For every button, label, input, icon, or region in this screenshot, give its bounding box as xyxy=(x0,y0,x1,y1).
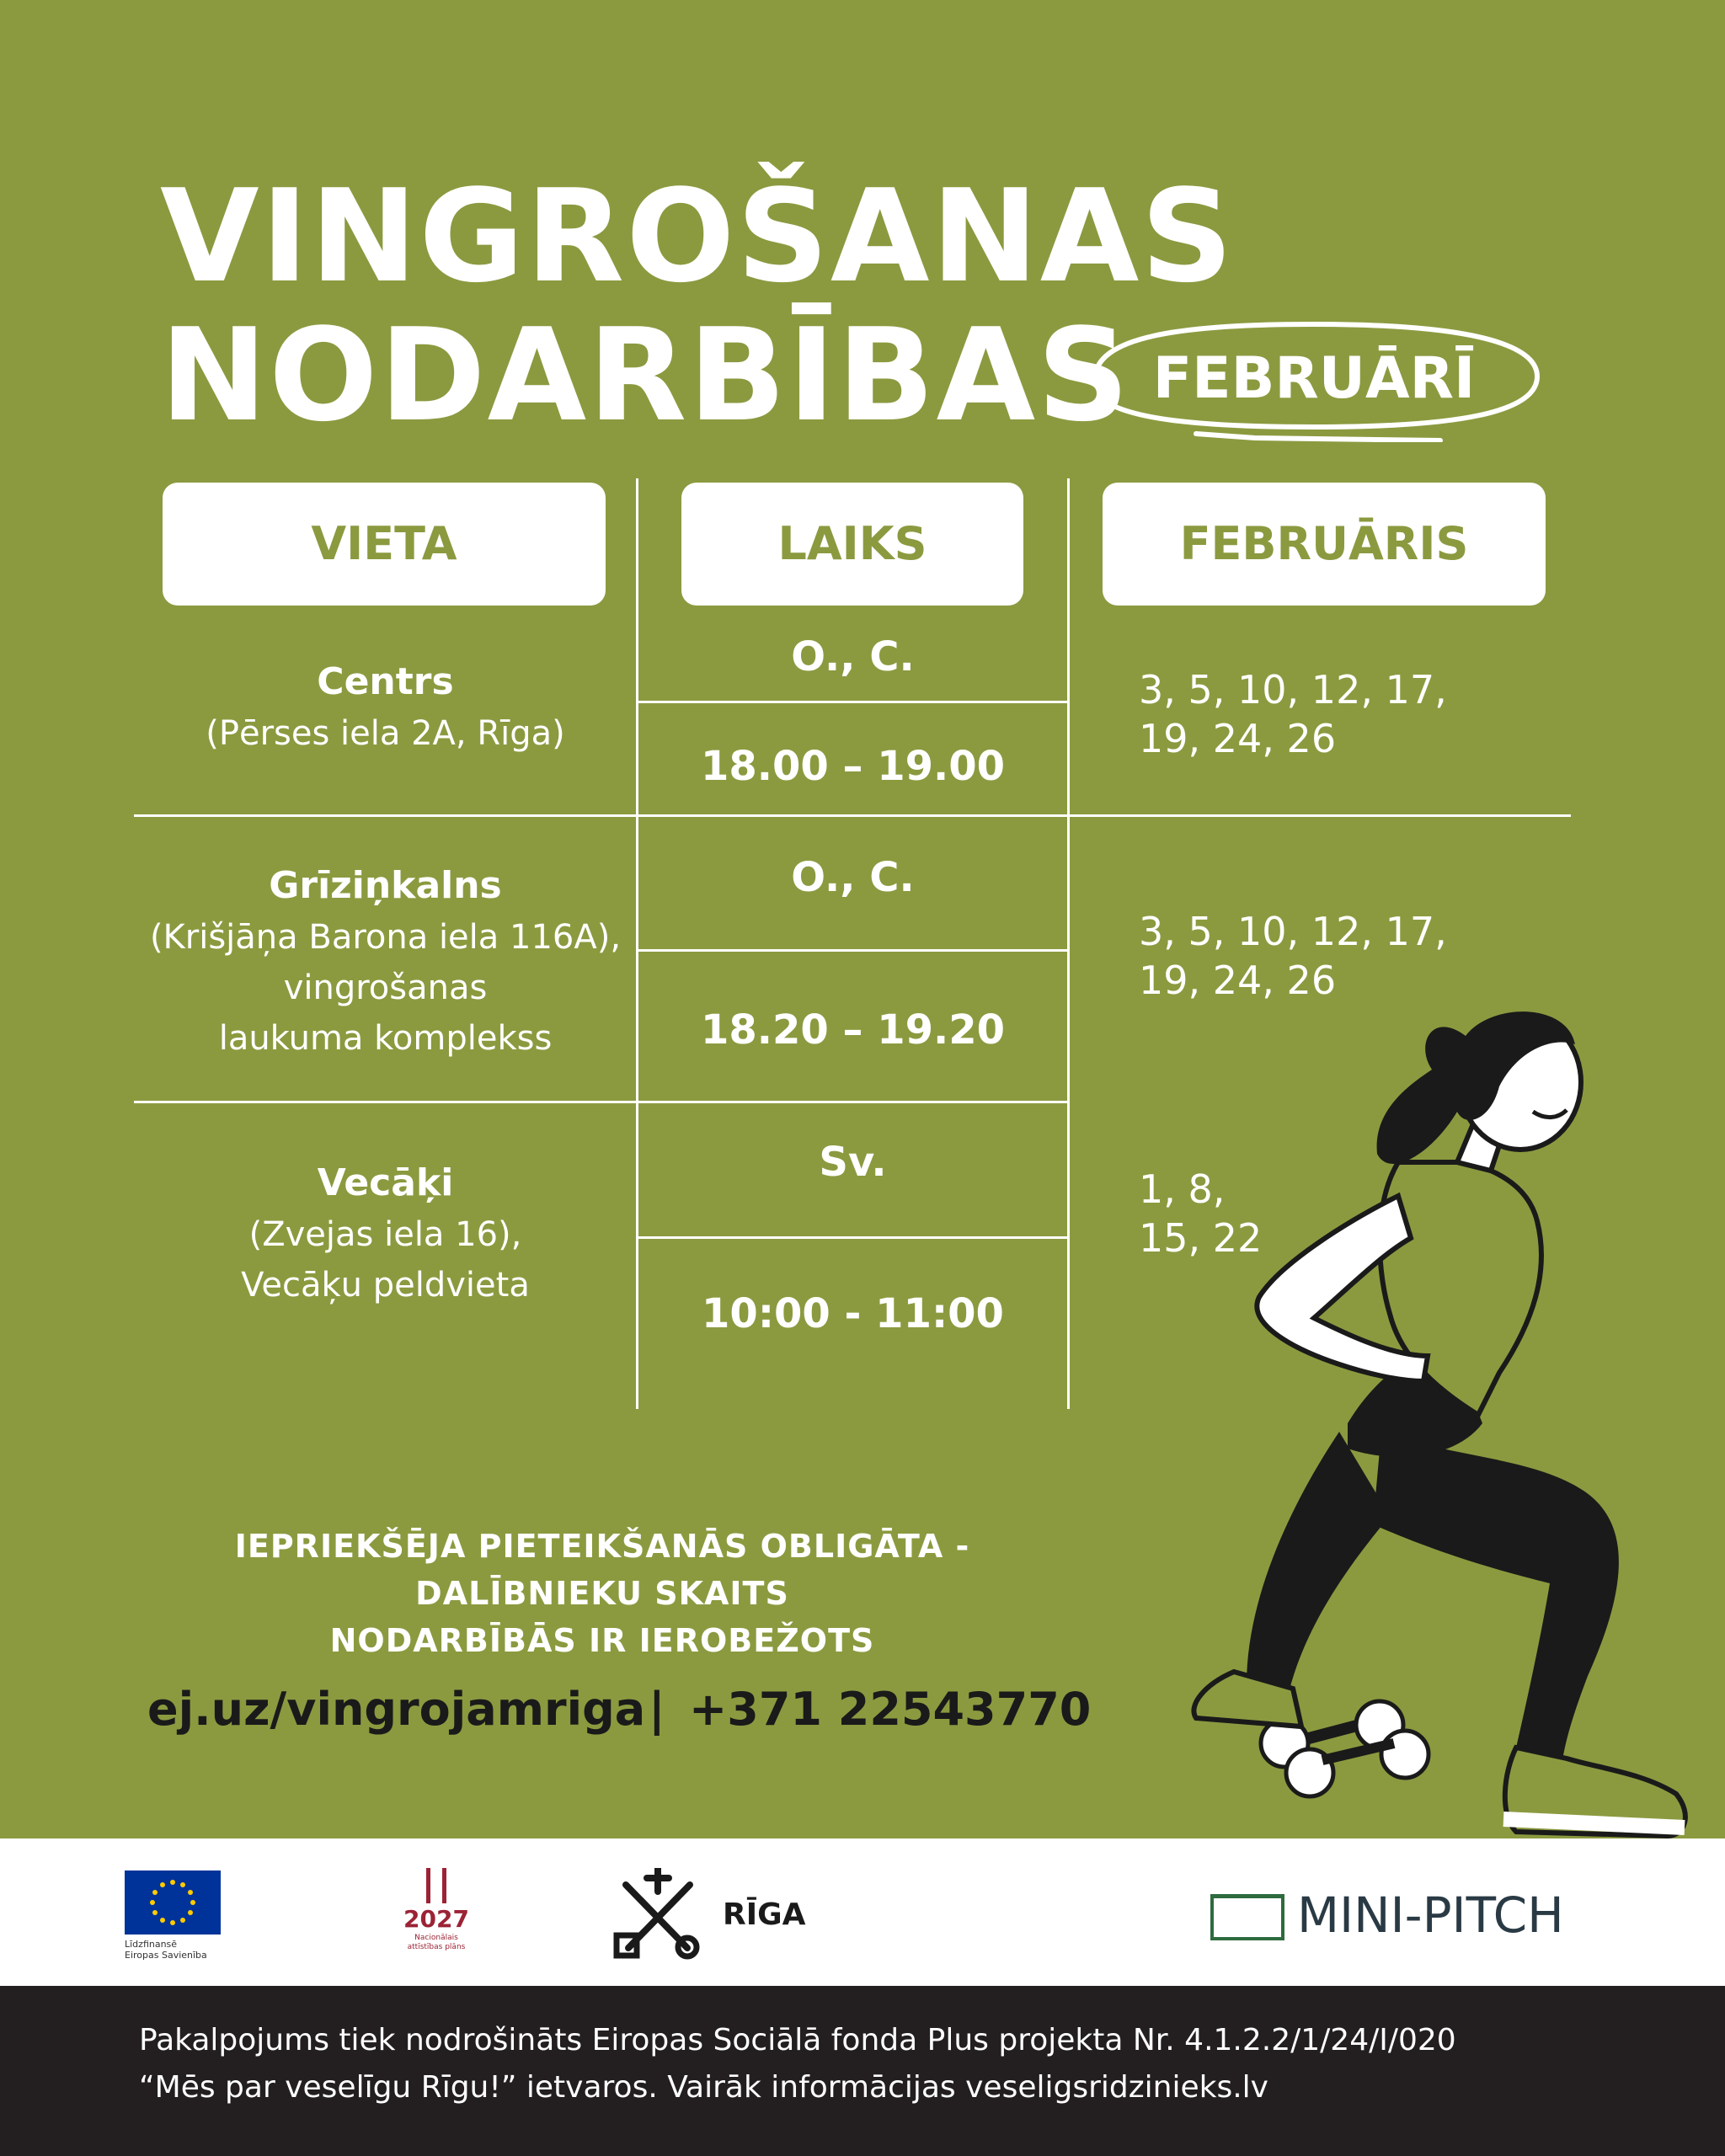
woman-exercising-illustration xyxy=(1095,985,1725,1861)
divider-time-3 xyxy=(638,1236,1067,1239)
note-line-2: DALĪBNIEKU SKAITS xyxy=(415,1575,789,1612)
row-vecaki-days: Sv. xyxy=(819,1139,887,1186)
place-address: (Pērses iela 2A, Rīga) xyxy=(206,714,565,753)
row-grizinkalns-place xyxy=(118,861,653,1064)
eu-caption xyxy=(125,1939,243,1961)
minipitch-logo-icon xyxy=(1210,1894,1284,1940)
dates-line-1: 3, 5, 10, 12, 17, xyxy=(1139,909,1447,954)
divider-time-2 xyxy=(638,949,1067,952)
title-line-1: VINGROŠANAS xyxy=(160,162,1235,311)
eu-caption-2: Eiropas Savienība xyxy=(125,1950,207,1961)
month-label: FEBRUĀRĪ xyxy=(1152,345,1476,412)
development-plan-mark-icon xyxy=(426,1868,446,1903)
development-plan-caption xyxy=(398,1934,474,1952)
eu-flag-icon xyxy=(125,1870,221,1935)
place-name: Grīziņkalns xyxy=(269,864,502,907)
place-name: Vecāķi xyxy=(317,1161,454,1204)
note-line-1: IEPRIEKŠĒJA PIETEIKŠANĀS OBLIGĀTA - xyxy=(234,1528,970,1565)
dates-line-2: 19, 24, 26 xyxy=(1139,958,1337,1003)
eu-caption-1: Līdzfinansē xyxy=(125,1939,178,1950)
header-vieta: VIETA xyxy=(163,483,606,606)
development-plan-year: 2027 xyxy=(403,1905,469,1933)
registration-note xyxy=(168,1523,1036,1664)
dates-line-2: 19, 24, 26 xyxy=(1139,716,1337,761)
dates-line-1: 1, 8, xyxy=(1139,1166,1226,1212)
riga-crossed-keys-icon xyxy=(613,1868,702,1961)
riga-label: RĪGA xyxy=(723,1897,806,1932)
divider-row-1 xyxy=(134,814,1571,817)
footer-line-1: Pakalpojums tiek nodrošināts Eiropas Sociālā fonda Plus projekta Nr. 4.1.2.2/1/24/I/020 xyxy=(139,2023,1456,2057)
footer-line-2: “Mēs par veselīgu Rīgu!” ietvaros. Vairāk informācijas veseligsridzinieks.lv xyxy=(139,2070,1268,2105)
place-address: (Zvejas iela 16), xyxy=(248,1215,522,1254)
place-extra-1: Vecāķu peldvieta xyxy=(241,1266,530,1305)
row-centrs-time: 18.00 – 19.00 xyxy=(700,743,1006,790)
row-vecaki-time: 10:00 - 11:00 xyxy=(702,1290,1004,1337)
row-centrs-dates xyxy=(1139,665,1447,763)
place-name: Centrs xyxy=(317,660,454,703)
divider-vertical-2 xyxy=(1067,478,1070,1409)
dates-line-2: 15, 22 xyxy=(1139,1215,1263,1261)
header-laiks: LAIKS xyxy=(681,483,1023,606)
plan-caption-1: Nacionālais xyxy=(414,1934,458,1942)
divider-row-2 xyxy=(134,1101,1067,1103)
row-vecaki-place xyxy=(135,1158,636,1310)
contact-phone[interactable]: +371 22543770 xyxy=(689,1683,1092,1736)
plan-caption-2: attīstības plāns xyxy=(407,1943,466,1951)
title-line-2: NODARBĪBAS xyxy=(160,301,1131,450)
dates-line-1: 3, 5, 10, 12, 17, xyxy=(1139,667,1447,712)
contact-separator: | xyxy=(649,1683,665,1736)
row-grizinkalns-time: 18.20 – 19.20 xyxy=(700,1006,1006,1054)
note-line-3: NODARBĪBĀS IR IEROBEŽOTS xyxy=(329,1622,875,1659)
header-februaris: FEBRUĀRIS xyxy=(1103,483,1546,606)
row-centrs-days: O., C. xyxy=(791,633,915,680)
minipitch-label: MINI-PITCH xyxy=(1297,1886,1564,1944)
contact-url[interactable]: ej.uz/vingrojamriga xyxy=(147,1683,646,1736)
place-address: (Krišjāņa Barona iela 116A), xyxy=(149,918,622,957)
row-centrs-place xyxy=(135,657,636,759)
footer-text xyxy=(139,2017,1456,2111)
row-grizinkalns-days: O., C. xyxy=(791,854,915,901)
divider-time-1 xyxy=(638,701,1067,703)
place-extra-2: laukuma komplekss xyxy=(218,1019,553,1058)
place-extra-1: vingrošanas xyxy=(283,969,488,1007)
